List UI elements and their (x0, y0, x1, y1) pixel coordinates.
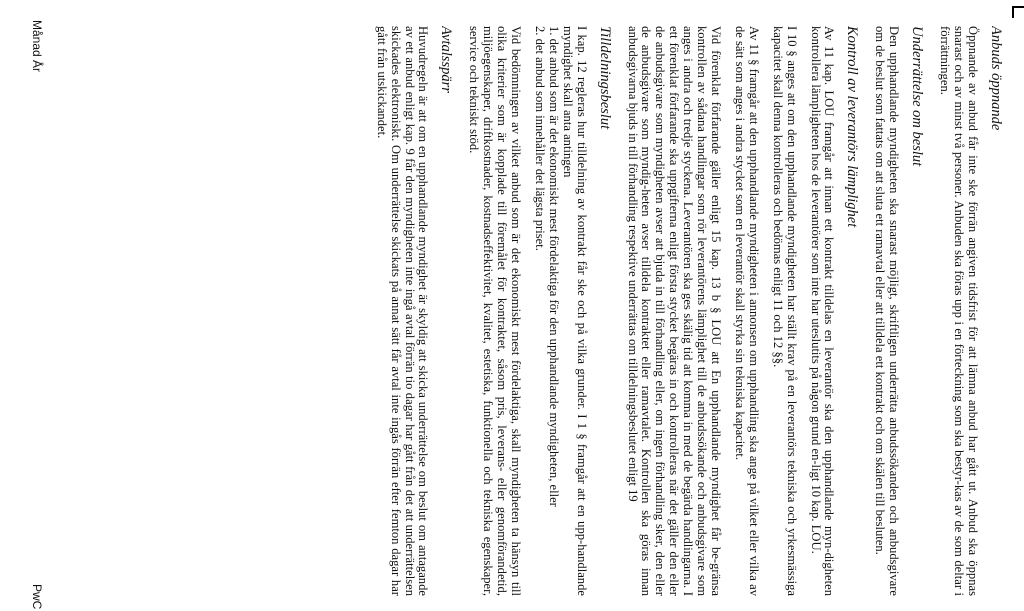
section-heading: Avtalsspärr (438, 26, 455, 93)
paragraph: I 10 § anges att om den upphandlande myndigheten har ställt krav på en leverantörs tekniska och yrkesmässiga kapacitet skall denna kontrolleras och bedömas enligt 11 och 12 §§. (770, 26, 799, 596)
paragraph: Den upphandlande myndigheten ska snarast möjligt, skriftligen underrätta anbudssökanden och anbudsgivare om de beslut som fattats om att sluta ett ramavtal eller att tilldela ett kontrakt och om skälen till besluten. (873, 26, 902, 596)
paragraph: Huvudregeln är att om en upphandlande myndighet är skyldig att skicka underrättelse om beslut om antagande av ett anbud enligt kap. 9 får den myndigheten inte ingå avtal förrän tio dagar har gått från det att underrättelsen skickades elektroniskt. Om underrättelse skickats på annat sätt får avtal inte ingås förrän efter femton dagar har gått från utskickandet. (374, 26, 431, 596)
paragraph: Av 11 § framgår att den upphandlande myndigheten i annonsen om upphandling ska ange på vilket eller vilka av de sätt som anges i andra stycket som en leverantör skall styrka sin tekniska kapacitet. (732, 26, 761, 596)
section-kontroll (625, 26, 861, 596)
document-body (118, 26, 1004, 596)
section-tilldelningsbeslut (466, 26, 612, 596)
list-item: 2. det anbud som innehåller det lägsta priset. (532, 26, 547, 251)
list-item: 1. det anbud som är det ekonomiskt mest fördelaktiga för den upphandlande myndigheten, eller (546, 26, 561, 507)
criteria-list (532, 26, 560, 596)
document-page (118, 26, 1004, 596)
corner-mark (1012, 6, 1024, 18)
section-heading: Tilldelningsbeslut (596, 26, 613, 130)
section-underrattelse (872, 26, 925, 596)
section-heading: Kontroll av leverantörs lämplighet (844, 26, 861, 228)
section-heading: Underrättelse om beslut (909, 26, 926, 167)
page-footer (0, 0, 60, 611)
footer-date: Månad År (30, 20, 44, 73)
section-heading: Anbuds öppnande (988, 26, 1004, 131)
footer-company: PwC (30, 584, 44, 610)
section-avtalssparr (374, 26, 455, 596)
paragraph: I kap. 12 regleras hur tilldelning av kontrakt får ske och på vilka grunder. I 1 § framgår att en upp-handlande myndighet skall anta antingen (560, 26, 589, 596)
paragraph: Öppnande av anbud får inte ske förrän angiven tidsfrist för att lämna anbud har gått ut. Anbud ska öppnas snarast och av minst två personer. Anbuden ska föras upp i en förteckning som ska bestyr-kas av de som deltar i förrättningen. (938, 26, 980, 596)
paragraph: Vid bedömningen av vilket anbud som är det ekonomiskt mest fördelaktiga, skall myndigheten ta hänsyn till olika kriterier som är kopplade till föremålet för kontraktet, såsom pris, leverans- eller genomförandetid, miljöegenskaper, driftkostnader, kostnadseffektivitet, kvalitet, estetiska, funktionella och tekniska egenskaper, service och tekniskt stöd. (467, 26, 524, 596)
paragraph: Av 11 kap. LOU framgår att innan ett kontrakt tilldelas en leverantör ska den upphandlande myn-digheten kontrollera lämpligheten hos de leverantörer som inte har uteslutits på någon grund en-ligt 10 kap. LOU. (808, 26, 837, 596)
section-anbuds-oppnande (937, 26, 1004, 596)
paragraph: Vid förenklat förfarande gäller enligt 15 kap. 13 b § LOU att En upphandlande myndighet får be-gränsa kontrollen av sådana handlingar som rör leverantörens lämplighet till de anbudssökande och anbudsgivare som anges i andra och tredje styckena. Leverantören ska ges skälig tid att komma in med de begärda handlingarna. I ett förenklat förfarande ska uppgifterna enligt första stycket begäras in och kontrolleras när det gäller den eller de anbudsgivare som myndigheten avser att bjuda in till förhandling eller, om ingen förhandling sker, den eller de anbudsgivare som myndig-heten avser tilldela kontraktet eller ramavtalet. Kontrollen ska göras innan anbudsgivarna bjuds in till förhandling respektive underrättas om tilldelningsbeslutet enligt 19 (625, 26, 724, 596)
